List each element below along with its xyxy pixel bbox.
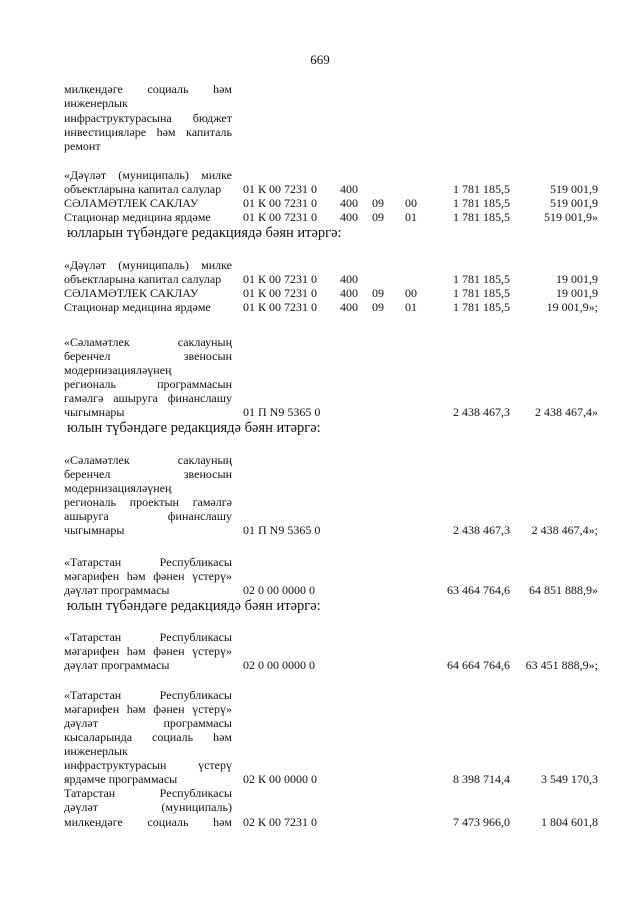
code-cell: 01 П N9 5365 0	[243, 523, 321, 537]
amount-cell: 1 804 601,8	[541, 815, 598, 829]
amount-cell: 19 001,9»;	[546, 300, 598, 314]
instruction-paragraph: юлларын түбәндәге редакциядә бәян итәргә:	[67, 225, 342, 241]
text-line: милкендәге социаль һәм	[64, 815, 232, 829]
amount-cell: 1 781 185,5	[453, 300, 510, 314]
page-number: 669	[310, 52, 330, 67]
text-line: милкендәге социаль һәм	[64, 82, 232, 96]
amount-cell: 3 549 170,3	[541, 772, 598, 786]
text-line: мәгарифен һәм фәнен үстерү»	[64, 644, 232, 658]
amount-cell: 63 451 888,9»;	[525, 658, 598, 672]
code-cell: 02 0 00 0000 0	[243, 658, 315, 672]
code-cell: 01 К 00 7231 0	[243, 286, 318, 300]
text-line: объектларына капитал салулар	[64, 272, 222, 286]
code-cell: 02 К 00 7231 0	[243, 815, 318, 829]
text-line: гамәлгә ашыруга финанслашу	[64, 391, 232, 405]
section-cell: 09	[372, 196, 384, 210]
text-line: беренчел звеносын	[64, 349, 232, 363]
amount-cell: 519 001,9	[550, 182, 598, 196]
instruction-paragraph: юлын түбәндәге редакциядә бәян итәргә:	[67, 420, 321, 436]
text-line: инфраструктурасын үстерү	[64, 758, 232, 772]
section-cell: 09	[372, 286, 384, 300]
code-cell: 01 К 00 7231 0	[243, 300, 318, 314]
amount-cell: 8 398 714,4	[453, 772, 510, 786]
text-line: объектларына капитал салулар	[64, 182, 222, 196]
text-line: инженерлык	[64, 96, 128, 110]
section-cell: 400	[340, 300, 358, 314]
section-cell: 400	[340, 272, 358, 286]
text-line: ашыруга финанслашу	[64, 509, 232, 523]
section-cell: 09	[372, 210, 384, 224]
text-line: «Дәүләт (муниципаль) милке	[64, 168, 232, 182]
section-cell: 400	[340, 210, 358, 224]
code-cell: 01 К 00 7231 0	[243, 182, 318, 196]
text-line: инфраструктурасына бюджет	[64, 111, 232, 125]
amount-cell: 7 473 966,0	[453, 815, 510, 829]
instruction-paragraph: юлын түбәндәге редакциядә бәян итәргә:	[67, 598, 321, 614]
section-cell: 00	[405, 196, 417, 210]
amount-cell: 519 001,9	[550, 196, 598, 210]
text-line: дәүләт программасы	[64, 583, 170, 597]
code-cell: 02 К 00 0000 0	[243, 772, 318, 786]
amount-cell: 63 464 764,6	[447, 583, 510, 597]
code-cell: 01 П N9 5365 0	[243, 405, 321, 419]
text-line: «Татарстан Республикасы	[64, 555, 232, 569]
text-line: ремонт	[64, 139, 101, 153]
amount-cell: 1 781 185,5	[453, 286, 510, 300]
text-line: «Дәүләт (муниципаль) милке	[64, 258, 232, 272]
text-line: СӘЛАМӘТЛЕК САКЛАУ	[64, 196, 199, 210]
amount-cell: 1 781 185,5	[453, 196, 510, 210]
text-line: Татарстан Республикасы	[64, 786, 232, 800]
text-line: региональ проектын гамәлгә	[64, 495, 232, 509]
text-line: модернизацияләүнең	[64, 481, 172, 495]
code-cell: 01 К 00 7231 0	[243, 196, 318, 210]
text-line: «Татарстан Республикасы	[64, 688, 232, 702]
text-line: СӘЛАМӘТЛЕК САКЛАУ	[64, 286, 199, 300]
section-cell: 01	[405, 300, 417, 314]
text-line: мәгарифен һәм фәнен үстерү»	[64, 569, 232, 583]
code-cell: 02 0 00 0000 0	[243, 583, 315, 597]
amount-cell: 19 001,9	[556, 272, 598, 286]
text-line: Стационар медицина ярдәме	[64, 300, 211, 314]
text-line: дәүләт программасы	[64, 658, 170, 672]
section-cell: 400	[340, 182, 358, 196]
text-line: «Сәламәтлек саклауның	[64, 453, 232, 467]
section-cell: 400	[340, 196, 358, 210]
amount-cell: 519 001,9»	[544, 210, 598, 224]
section-cell: 400	[340, 286, 358, 300]
amount-cell: 19 001,9	[556, 286, 598, 300]
amount-cell: 1 781 185,5	[453, 210, 510, 224]
amount-cell: 1 781 185,5	[453, 272, 510, 286]
code-cell: 01 К 00 7231 0	[243, 210, 318, 224]
text-line: Стационар медицина ярдәме	[64, 210, 211, 224]
amount-cell: 1 781 185,5	[453, 182, 510, 196]
text-line: региональ программасын	[64, 377, 232, 391]
code-cell: 01 К 00 7231 0	[243, 272, 318, 286]
text-line: «Сәламәтлек саклауның	[64, 335, 232, 349]
text-line: кысаларында социаль һәм	[64, 730, 232, 744]
text-line: чыгымнары	[64, 405, 125, 419]
amount-cell: 64 664 764,6	[447, 658, 510, 672]
section-cell: 01	[405, 210, 417, 224]
amount-cell: 2 438 467,3	[453, 405, 510, 419]
amount-cell: 2 438 467,4»;	[531, 523, 598, 537]
section-cell: 00	[405, 286, 417, 300]
text-line: чыгымнары	[64, 523, 125, 537]
amount-cell: 2 438 467,3	[453, 523, 510, 537]
amount-cell: 64 851 888,9»	[529, 583, 598, 597]
text-line: модернизацияләүнең	[64, 363, 172, 377]
text-line: дәүләт программасы	[64, 716, 232, 730]
text-line: мәгарифен һәм фәнен үстерү»	[64, 702, 232, 716]
text-line: беренчел звеносын	[64, 467, 232, 481]
text-line: «Татарстан Республикасы	[64, 630, 232, 644]
text-line: инженерлык	[64, 744, 128, 758]
amount-cell: 2 438 467,4»	[535, 405, 598, 419]
text-line: ярдәмче программасы	[64, 772, 178, 786]
text-line: дәүләт (муниципаль)	[64, 800, 232, 814]
section-cell: 09	[372, 300, 384, 314]
text-line: инвестицияләре һәм капиталь	[64, 125, 232, 139]
